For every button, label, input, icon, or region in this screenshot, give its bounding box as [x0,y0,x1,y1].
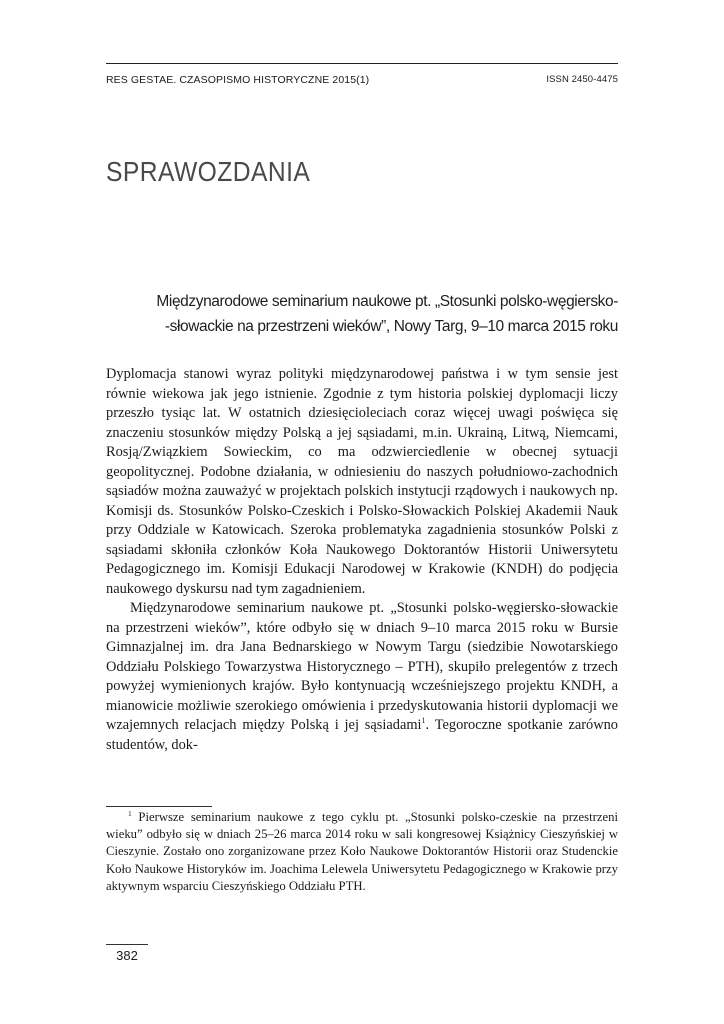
header-rule [106,63,618,64]
section-title: SPRAWOZDANIA [106,156,311,187]
body-text [106,365,618,755]
footnote-text: Pierwsze seminarium naukowe z tego cyklu pt. „Stosunki polsko-czeskie na przestrzeni wieku” odbyło się w dniach 25–26 marca 2014 roku w sali kongresowej Książnicy Cieszyńskiej w Cieszynie. Zostało ono zorganizowane przez Koło Naukowe Doktorantów Historii oraz Studenckie Koło Naukowe Historyków im. Joachima Lelewela Uniwersytetu Pedagogicznego w Krakowie przy aktywnym wsparciu Cieszyńskiego Oddziału PTH. [106,810,618,893]
paragraph-2 [106,599,618,755]
paragraph-1: Dyplomacja stanowi wyraz polityki międzynarodowej państwa i w tym sensie jest równie wiekowa jak jego istnienie. Zgodnie z tym historia polskiej dyplomacji liczy przeszło tysiąc lat. W ostatnich dziesięcioleciach coraz więcej uwagi poświęca się znaczeniu stosunków między Polską a jej sąsiadami, m.in. Ukrainą, Litwą, Niemcami, Rosją/Związkiem Sowieckim, co ma odzwierciedlenie w obecnej sytuacji geopolitycznej. Podobne działania, w odniesieniu do naszych południowo-zachodnich sąsiadów można zauważyć w projektach polskich instytucji rządowych i naukowych np. Komisji ds. Stosunków Polsko-Czeskich i Polsko-Słowackich Polskiej Akademii Nauk przy Oddziale w Katowicach. Szeroka problematyka zagadnienia stosunków Polski z sąsiadami skłoniła członków Koła Naukowego Doktorantów Historii Uniwersytetu Pedagogicznego im. Komisji Edukacji Narodowej w Krakowie (KNDH) do podjęcia naukowego dyskursu nad tym zagadnieniem. [106,366,618,597]
footnote [106,809,618,895]
page-number: 382 [106,944,148,964]
journal-title: RES GESTAE. CZASOPISMO HISTORYCZNE 2015(1) [106,74,370,86]
footnote-reference[interactable]: 1 [421,716,426,725]
paragraph-2-text: Międzynarodowe seminarium naukowe pt. „Stosunki polsko-węgiersko-słowackie na przestrzeni wieków”, które odbyło się w dniach 9–10 marca 2015 roku w Bursie Gimnazjalnej im. dra Jana Bednarskiego w Nowym Targu (siedzibie Nowotarskiego Oddziału Polskiego Towarzystwa Historycznego – PTH), skupiło prelegentów z trzech powyżej wymienionych krajów. Było kontynuacją wcześniejszego projektu KNDH, a mianowicie możliwie szerokiego omówienia i przedyskutowania historii dyplomacji we wzajemnych relacjach między Polską i jej sąsiadami [106,600,618,733]
article-title-line-1: Międzynarodowe seminarium naukowe pt. „Stosunki polsko-węgiersko- [156,293,618,310]
paragraph-2-end: . Tegoroczne spotkanie zarówno studentów, dok- [106,717,618,753]
article-title-line-2: -słowackie na przestrzeni wieków”, Nowy Targ, 9–10 marca 2015 roku [164,318,618,335]
footnote-number: 1 [128,809,132,818]
article-title [106,289,618,339]
issn: ISSN 2450-4475 [546,74,618,85]
footnote-rule [106,806,212,807]
running-header [106,63,618,97]
